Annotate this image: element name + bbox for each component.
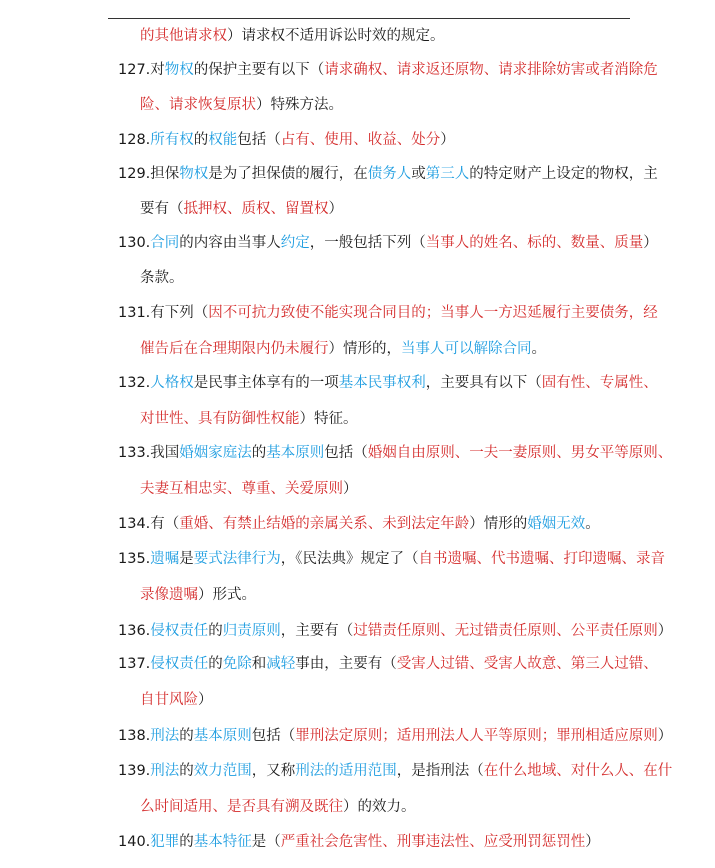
keyword-text: 人格权 <box>150 375 194 391</box>
body-text: 和 <box>251 656 267 672</box>
keyword-text: 犯罪 <box>150 834 180 850</box>
body-text: 是 <box>179 551 194 567</box>
keyword-text: 侵权责任 <box>150 656 209 672</box>
answer-text: 固有性、专属性、 <box>541 375 658 391</box>
body-text: ）形式。 <box>198 587 256 603</box>
keyword-text: 免除 <box>222 656 252 672</box>
keyword-text: 权能 <box>208 132 238 148</box>
body-text: 138. <box>118 728 151 744</box>
body-text: 的 <box>208 656 223 672</box>
answer-text: 险、请求恢复原状 <box>140 97 256 113</box>
answer-text: 当事人的姓名、标的、数量、质量 <box>425 235 644 251</box>
answer-text: 录像遗嘱 <box>140 587 198 603</box>
body-text: 136. <box>118 623 151 639</box>
body-text: 包括（ <box>251 728 296 744</box>
body-text: 。 <box>585 516 600 532</box>
keyword-text: 基本原则 <box>193 728 252 744</box>
body-text: 128. <box>118 132 151 148</box>
body-text: 的特定财产上设定的物权，主 <box>469 166 658 182</box>
keyword-text: 物权 <box>179 166 209 182</box>
keyword-text: 约定 <box>280 235 310 251</box>
body-text: 130. <box>118 235 151 251</box>
keyword-text: 基本原则 <box>266 445 325 461</box>
text-line <box>140 690 213 710</box>
body-text: ） <box>643 235 658 251</box>
body-text: 包括（ <box>324 445 368 461</box>
body-text: ，是指刑法（ <box>396 763 484 779</box>
text-line <box>118 443 672 463</box>
body-text: ） <box>585 834 600 850</box>
text-line <box>118 130 455 150</box>
body-text: ） <box>657 623 673 639</box>
keyword-text: 刑法 <box>150 763 180 779</box>
keyword-text: 婚姻无效 <box>527 516 586 532</box>
keyword-text: 当事人可以解除合同 <box>401 341 532 357</box>
body-text: 140. <box>118 834 151 850</box>
answer-text: 罪刑法定原则；适用刑法人人平等原则；罪刑相适应原则 <box>295 728 658 744</box>
body-text: 139. <box>118 763 151 779</box>
keyword-text: 婚姻家庭法 <box>179 445 252 461</box>
answer-text: 自甘风险 <box>140 692 198 708</box>
text-line <box>140 199 343 219</box>
body-text: 的 <box>193 132 209 148</box>
text-line <box>140 409 358 429</box>
answer-text: 婚姻自由原则、一夫一妻原则、男女平等原则、 <box>367 445 673 461</box>
body-text: ） <box>198 692 213 708</box>
answer-text: 抵押权、质权、留置权 <box>183 201 329 217</box>
body-text: 事由，主要有（ <box>295 656 397 672</box>
keyword-text: 归责原则 <box>222 623 281 639</box>
body-text: 127.对 <box>118 62 165 78</box>
keyword-text: 要式法律行为 <box>193 551 281 567</box>
body-text: ） <box>657 728 673 744</box>
body-text: 的保护主要有以下（ <box>193 62 325 78</box>
body-text: 条款。 <box>140 270 184 286</box>
text-line <box>118 549 665 569</box>
body-text: ）请求权不适用诉讼时效的规定。 <box>227 28 445 44</box>
body-text: 的 <box>179 834 194 850</box>
answer-text: 的其他请求权 <box>140 28 227 44</box>
body-text: ）特征。 <box>299 411 358 427</box>
text-line <box>118 514 600 534</box>
text-line <box>140 339 546 359</box>
body-text: 135. <box>118 551 151 567</box>
text-line <box>118 832 600 852</box>
keyword-text: 遗嘱 <box>150 551 180 567</box>
answer-text: 催告后在合理期限内仍未履行 <box>140 341 329 357</box>
text-line <box>118 60 658 80</box>
text-line <box>140 479 358 499</box>
answer-text: 夫妻互相忠实、尊重、关爱原则 <box>140 481 343 497</box>
keyword-text: 债务人 <box>367 166 412 182</box>
body-text: 是为了担保债的履行，在 <box>208 166 368 182</box>
text-line <box>118 761 672 781</box>
answer-text: 重婚、有禁止结婚的亲属关系、未到法定年龄 <box>179 516 470 532</box>
text-line <box>140 797 416 817</box>
answer-text: 在什么地域、对什么人、在什 <box>483 763 673 779</box>
body-text: 131.有下列（ <box>118 305 209 321</box>
body-text: ）特殊方法。 <box>256 97 343 113</box>
keyword-text: 基本特征 <box>193 834 252 850</box>
keyword-text: 刑法 <box>150 728 180 744</box>
body-text: 的内容由当事人 <box>179 235 281 251</box>
top-rule <box>108 18 630 19</box>
body-text: 或 <box>411 166 426 182</box>
body-text: ） <box>328 201 343 217</box>
answer-text: 占有、使用、收益、处分 <box>280 132 441 148</box>
body-text: ）情形的 <box>469 516 528 532</box>
body-text: 是（ <box>251 834 281 850</box>
text-line <box>140 26 445 46</box>
text-line <box>118 726 672 746</box>
body-text: 137. <box>118 656 151 672</box>
keyword-text: 所有权 <box>150 132 194 148</box>
body-text: 的 <box>251 445 267 461</box>
body-text: ，主要具有以下（ <box>425 375 542 391</box>
body-text: 133.我国 <box>118 445 180 461</box>
keyword-text: 刑法的适用范围 <box>295 763 397 779</box>
answer-text: 么时间适用、是否具有溯及既往 <box>140 799 343 815</box>
body-text: 是民事主体享有的一项 <box>193 375 339 391</box>
body-text: ）的效力。 <box>343 799 416 815</box>
keyword-text: 第三人 <box>425 166 470 182</box>
answer-text: 自书遗嘱、代书遗嘱、打印遗嘱、录音 <box>418 551 666 567</box>
body-text: 129.担保 <box>118 166 180 182</box>
body-text: 。 <box>531 341 546 357</box>
answer-text: 请求确权、请求返还原物、请求排除妨害或者消除危 <box>324 62 658 78</box>
keyword-text: 减轻 <box>266 656 296 672</box>
answer-text: 严重社会危害性、刑事违法性、应受刑罚惩罚性 <box>280 834 586 850</box>
body-text: 的 <box>208 623 223 639</box>
text-line <box>140 585 256 605</box>
body-text: ，又称 <box>251 763 296 779</box>
text-line <box>140 95 343 115</box>
body-text: ） <box>343 481 358 497</box>
keyword-text: 效力范围 <box>193 763 252 779</box>
body-text: 要有（ <box>140 201 184 217</box>
keyword-text: 合同 <box>150 235 180 251</box>
keyword-text: 物权 <box>164 62 194 78</box>
answer-text: 过错责任原则、无过错责任原则、公平责任原则 <box>353 623 658 639</box>
body-text: ） <box>440 132 455 148</box>
text-line <box>140 268 184 288</box>
body-text: 的 <box>179 728 194 744</box>
body-text: 132. <box>118 375 151 391</box>
text-line <box>118 233 658 253</box>
body-text: 的 <box>179 763 194 779</box>
body-text: ，一般包括下列（ <box>309 235 426 251</box>
text-line <box>118 621 672 641</box>
keyword-text: 基本民事权利 <box>338 375 426 391</box>
body-text: ，主要有（ <box>280 623 354 639</box>
body-text: 包括（ <box>237 132 281 148</box>
answer-text: 对世性、具有防御性权能 <box>140 411 300 427</box>
body-text: ）情形的， <box>328 341 401 357</box>
body-text: ，《民法典》规定了（ <box>280 551 419 567</box>
keyword-text: 侵权责任 <box>150 623 209 639</box>
text-line <box>118 164 658 184</box>
text-line <box>118 654 658 674</box>
text-line <box>118 303 658 323</box>
answer-text: 受害人过错、受害人故意、第三人过错、 <box>396 656 658 672</box>
answer-text: 因不可抗力致使不能实现合同目的；当事人一方迟延履行主要债务，经 <box>208 305 658 321</box>
text-line <box>118 373 658 393</box>
body-text: 134.有（ <box>118 516 180 532</box>
